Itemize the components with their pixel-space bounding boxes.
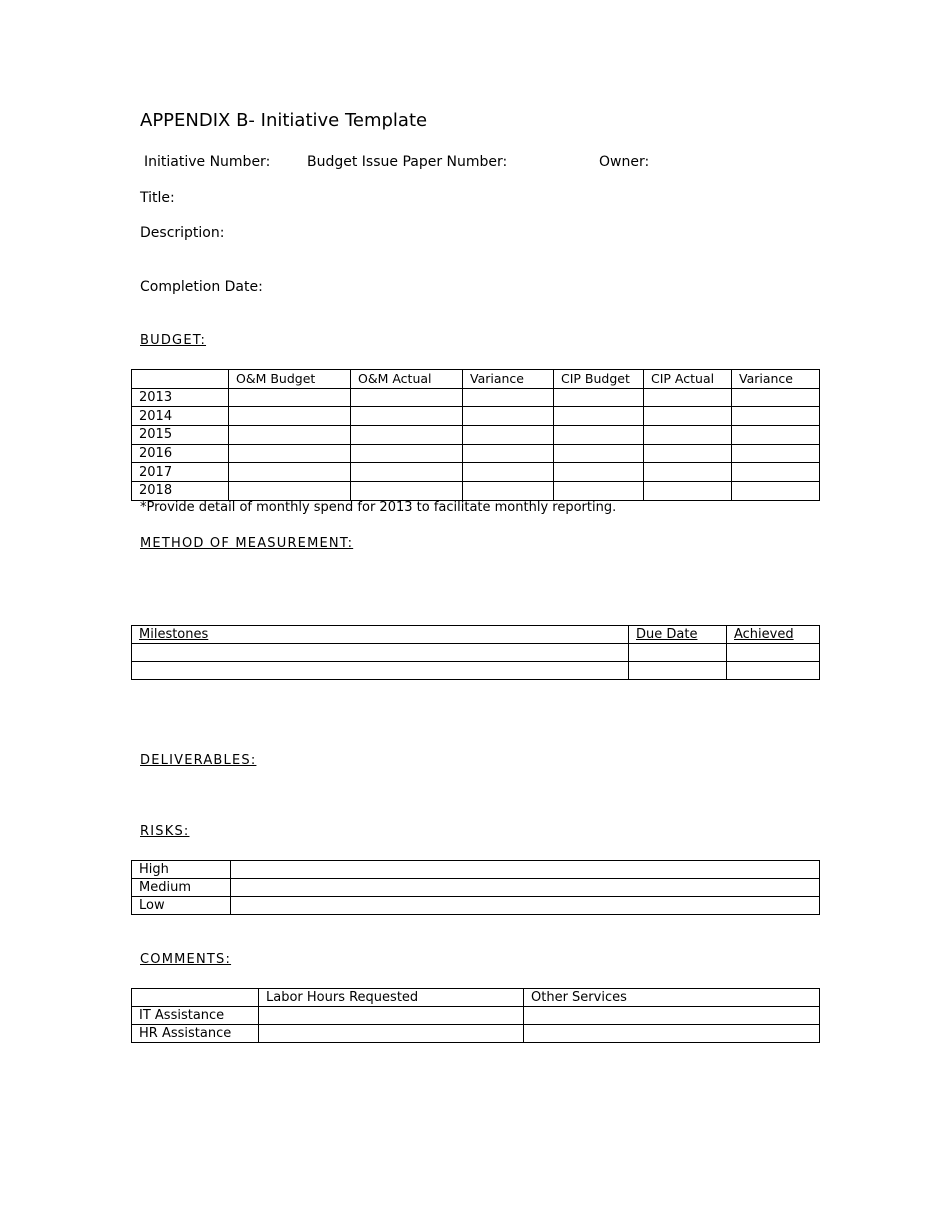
labor-hours-cell[interactable] <box>259 1025 524 1043</box>
budget-cell[interactable] <box>351 388 463 407</box>
budget-cell[interactable] <box>351 426 463 445</box>
budget-column-header: CIP Actual <box>644 370 732 389</box>
budget-cell[interactable] <box>732 463 820 482</box>
risks-heading: RISKS: <box>140 824 190 839</box>
risks-table <box>131 860 820 915</box>
budget-corner-cell <box>132 370 229 389</box>
budget-cell[interactable] <box>463 482 554 501</box>
budget-year-cell: 2017 <box>132 463 229 482</box>
measurement-heading: METHOD OF MEASUREMENT: <box>140 536 354 551</box>
comments-corner-cell <box>132 989 259 1007</box>
comments-header-row <box>132 989 820 1007</box>
owner-label: Owner: <box>599 154 650 170</box>
budget-cell[interactable] <box>463 426 554 445</box>
risk-detail-cell[interactable] <box>231 897 820 915</box>
achieved-column-header: Achieved <box>727 626 820 644</box>
budget-note: *Provide detail of monthly spend for 2013 to facilitate monthly reporting. <box>140 500 617 515</box>
risk-level-cell: Medium <box>132 879 231 897</box>
other-services-cell[interactable] <box>524 1007 820 1025</box>
milestone-cell[interactable] <box>132 662 629 680</box>
budget-row <box>132 463 820 482</box>
budget-row <box>132 426 820 445</box>
comments-row <box>132 1025 820 1043</box>
budget-cell[interactable] <box>554 482 644 501</box>
budget-cell[interactable] <box>644 407 732 426</box>
budget-cell[interactable] <box>463 463 554 482</box>
due-date-column-header: Due Date <box>629 626 727 644</box>
budget-row <box>132 482 820 501</box>
budget-cell[interactable] <box>229 388 351 407</box>
milestones-header-row <box>132 626 820 644</box>
budget-row <box>132 407 820 426</box>
budget-cell[interactable] <box>732 426 820 445</box>
budget-cell[interactable] <box>229 482 351 501</box>
budget-cell[interactable] <box>644 482 732 501</box>
budget-cell[interactable] <box>351 407 463 426</box>
budget-table <box>131 369 820 501</box>
budget-cell[interactable] <box>554 444 644 463</box>
budget-cell[interactable] <box>229 444 351 463</box>
comments-row <box>132 1007 820 1025</box>
budget-cell[interactable] <box>554 463 644 482</box>
budget-cell[interactable] <box>644 388 732 407</box>
assistance-label-cell: IT Assistance <box>132 1007 259 1025</box>
page-title: APPENDIX B- Initiative Template <box>140 110 428 131</box>
budget-column-header: Variance <box>732 370 820 389</box>
description-label: Description: <box>140 225 225 241</box>
labor-hours-column-header: Labor Hours Requested <box>259 989 524 1007</box>
milestone-row <box>132 644 820 662</box>
milestones-column-header: Milestones <box>132 626 629 644</box>
budget-year-cell: 2014 <box>132 407 229 426</box>
budget-cell[interactable] <box>644 426 732 445</box>
milestone-cell[interactable] <box>132 644 629 662</box>
budget-cell[interactable] <box>229 407 351 426</box>
comments-table <box>131 988 820 1043</box>
budget-cell[interactable] <box>351 463 463 482</box>
budget-year-cell: 2013 <box>132 388 229 407</box>
risk-row <box>132 879 820 897</box>
due-date-cell[interactable] <box>629 662 727 680</box>
other-services-column-header: Other Services <box>524 989 820 1007</box>
budget-cell[interactable] <box>732 388 820 407</box>
completion-date-label: Completion Date: <box>140 279 263 295</box>
budget-column-header: CIP Budget <box>554 370 644 389</box>
other-services-cell[interactable] <box>524 1025 820 1043</box>
budget-year-cell: 2015 <box>132 426 229 445</box>
achieved-cell[interactable] <box>727 662 820 680</box>
budget-cell[interactable] <box>351 444 463 463</box>
budget-column-header: O&M Actual <box>351 370 463 389</box>
budget-cell[interactable] <box>463 407 554 426</box>
assistance-label-cell: HR Assistance <box>132 1025 259 1043</box>
budget-cell[interactable] <box>732 482 820 501</box>
budget-heading: BUDGET: <box>140 333 207 348</box>
budget-cell[interactable] <box>229 426 351 445</box>
budget-cell[interactable] <box>732 444 820 463</box>
risk-detail-cell[interactable] <box>231 879 820 897</box>
risk-row <box>132 897 820 915</box>
budget-cell[interactable] <box>644 444 732 463</box>
budget-year-cell: 2018 <box>132 482 229 501</box>
achieved-cell[interactable] <box>727 644 820 662</box>
budget-row <box>132 388 820 407</box>
risk-level-cell: High <box>132 861 231 879</box>
milestones-table <box>131 625 820 680</box>
budget-header-row <box>132 370 820 389</box>
budget-issue-paper-label: Budget Issue Paper Number: <box>307 154 508 170</box>
milestone-row <box>132 662 820 680</box>
budget-cell[interactable] <box>554 407 644 426</box>
risk-detail-cell[interactable] <box>231 861 820 879</box>
risk-row <box>132 861 820 879</box>
budget-year-cell: 2016 <box>132 444 229 463</box>
budget-cell[interactable] <box>732 407 820 426</box>
budget-cell[interactable] <box>554 388 644 407</box>
budget-cell[interactable] <box>554 426 644 445</box>
budget-cell[interactable] <box>351 482 463 501</box>
budget-cell[interactable] <box>463 388 554 407</box>
title-label: Title: <box>140 190 175 206</box>
deliverables-heading: DELIVERABLES: <box>140 753 257 768</box>
risk-level-cell: Low <box>132 897 231 915</box>
budget-column-header: Variance <box>463 370 554 389</box>
budget-cell[interactable] <box>644 463 732 482</box>
budget-row <box>132 444 820 463</box>
comments-heading: COMMENTS: <box>140 952 232 967</box>
labor-hours-cell[interactable] <box>259 1007 524 1025</box>
initiative-number-label: Initiative Number: <box>144 154 271 170</box>
budget-cell[interactable] <box>229 463 351 482</box>
budget-column-header: O&M Budget <box>229 370 351 389</box>
budget-cell[interactable] <box>463 444 554 463</box>
due-date-cell[interactable] <box>629 644 727 662</box>
